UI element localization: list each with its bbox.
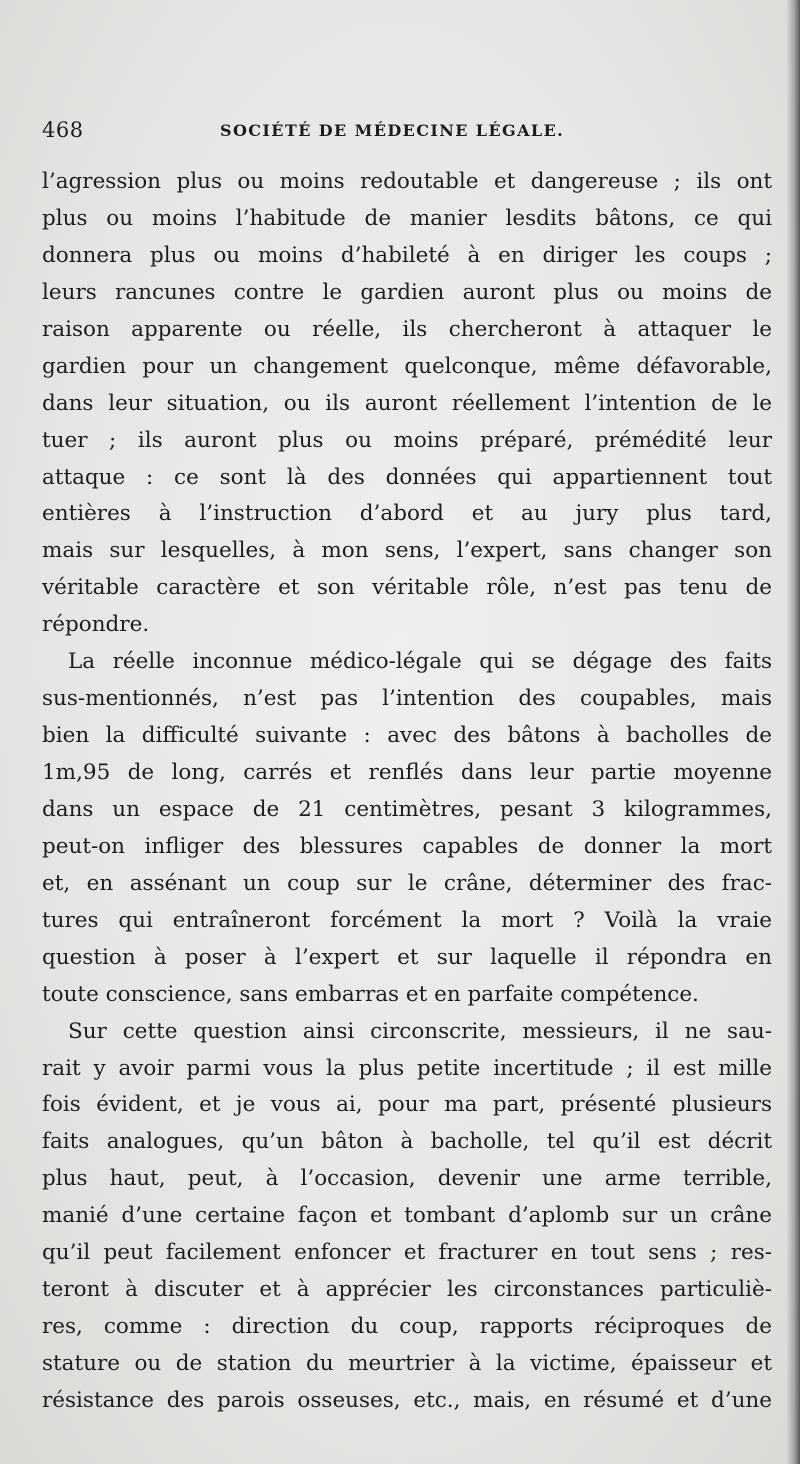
text-line: répondre. xyxy=(42,612,150,638)
page-edge-shadow xyxy=(786,0,800,1464)
text-line: manié d’une certaine façon et tombant d’aplomb sur un crâne xyxy=(42,1203,772,1229)
text-line: entières à l’instruction d’abord et au jury plus tard, xyxy=(42,501,772,527)
text-line: rait y avoir parmi vous la plus petite incertitude ; il est mille xyxy=(42,1055,772,1081)
text-line: faits analogues, qu’un bâton à bacholle, tel qu’il est décrit xyxy=(42,1129,772,1155)
text-line: attaque : ce sont là des données qui appartiennent tout xyxy=(42,464,772,490)
text-line: gardien pour un changement quelconque, même défavorable, xyxy=(42,353,772,379)
text-line: question à poser à l’expert et sur laquelle il répondra en xyxy=(42,944,772,970)
text-line: véritable caractère et son véritable rôle, n’est pas tenu de xyxy=(42,575,772,601)
text-line: résistance des parois osseuses, etc., mais, en résumé et d’une xyxy=(42,1387,772,1413)
text-line: toute conscience, sans embarras et en parfaite compétence. xyxy=(42,981,699,1007)
text-line: tures qui entraîneront forcément la mort ? Voilà la vraie xyxy=(42,907,772,933)
text-line: l’agression plus ou moins redoutable et dangereuse ; ils ont xyxy=(42,169,772,194)
text-line: donnera plus ou moins d’habileté à en diriger les coups ; xyxy=(42,242,772,268)
running-title: SOCIÉTÉ DE MÉDECINE LÉGALE. xyxy=(220,121,565,140)
text-line: qu’il peut facilement enfoncer et fracturer en tout sens ; res- xyxy=(42,1240,772,1266)
text-line: leurs rancunes contre le gardien auront plus ou moins de xyxy=(42,279,772,305)
paragraph-first-line: La réelle inconnue médico-légale qui se dégage des faits xyxy=(68,649,772,675)
text-line: raison apparente ou réelle, ils chercheront à attaquer le xyxy=(42,316,772,342)
text-line: stature ou de station du meurtrier à la victime, épaisseur et xyxy=(42,1351,772,1376)
text-line: plus haut, peut, à l’occasion, devenir une arme terrible, xyxy=(42,1166,772,1192)
text-line: fois évident, et je vous ai, pour ma part, présenté plusieurs xyxy=(42,1092,772,1118)
text-line: plus ou moins l’habitude de manier lesdits bâtons, ce qui xyxy=(42,205,772,231)
text-line: bien la difficulté suivante : avec des bâtons à bacholles de xyxy=(42,723,772,749)
text-line: teront à discuter et à apprécier les circonstances particuliè- xyxy=(42,1277,772,1303)
text-line: dans leur situation, ou ils auront réellement l’intention de le xyxy=(42,390,772,416)
page-number: 468 xyxy=(42,118,84,142)
text-line: 1m,95 de long, carrés et renflés dans leur partie moyenne xyxy=(42,760,772,785)
text-line: tuer ; ils auront plus ou moins préparé, prémédité leur xyxy=(42,427,772,453)
text-line: res, comme : direction du coup, rapports réciproques de xyxy=(42,1314,772,1340)
paragraph-first-line: Sur cette question ainsi circonscrite, messieurs, il ne sau- xyxy=(68,1018,772,1044)
page-header xyxy=(42,118,762,148)
body-text xyxy=(42,164,772,1420)
text-line: et, en assénant un coup sur le crâne, déterminer des frac- xyxy=(42,870,772,896)
text-line: dans un espace de 21 centimètres, pesant 3 kilogrammes, xyxy=(42,796,772,822)
text-line: sus-mentionnés, n’est pas l’intention des coupables, mais xyxy=(42,686,772,712)
text-line: mais sur lesquelles, à mon sens, l’expert, sans changer son xyxy=(42,538,772,564)
text-line: peut-on infliger des blessures capables de donner la mort xyxy=(42,833,772,859)
